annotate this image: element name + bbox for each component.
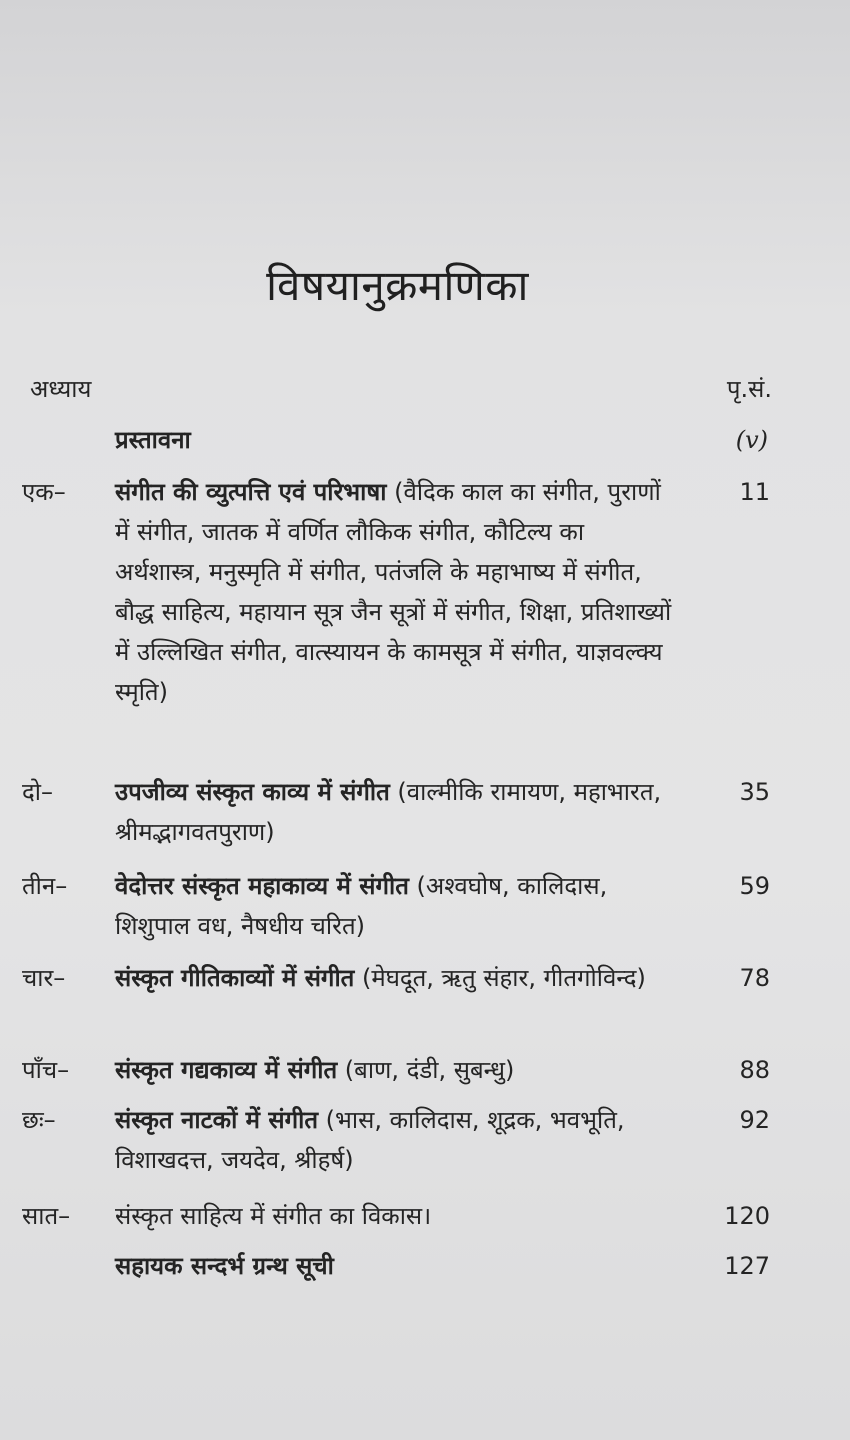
entry-detail: (वाल्मीकि रामायण, महाभारत, श्रीमद्भागवतपुराण) <box>115 778 662 846</box>
page-number: 127 <box>724 1252 770 1280</box>
entry-detail: संस्कृत साहित्य में संगीत का विकास। <box>115 1202 432 1230</box>
entry-detail: (भास, कालिदास, शूद्रक, भवभूति, विशाखदत्त, जयदेव, श्रीहर्ष) <box>115 1106 625 1174</box>
chapter-number: चार– <box>22 964 66 992</box>
page-number: 59 <box>739 872 770 900</box>
entry-text <box>115 472 675 712</box>
entry-text <box>115 1246 675 1286</box>
entry-text <box>115 420 675 460</box>
page-number: 11 <box>739 478 770 506</box>
page-number: 35 <box>739 778 770 806</box>
entry-heading: उपजीव्य संस्कृत काव्य में संगीत <box>115 778 390 806</box>
entry-text <box>115 772 675 852</box>
entry-heading: संस्कृत नाटकों में संगीत <box>115 1106 319 1134</box>
entry-heading: प्रस्तावना <box>115 426 191 454</box>
entry-detail: (मेघदूत, ऋतु संहार, गीतगोविन्द) <box>354 964 646 992</box>
entry-detail: (बाण, दंडी, सुबन्धु) <box>337 1056 515 1084</box>
entry-heading: संस्कृत गीतिकाव्यों में संगीत <box>115 964 355 992</box>
page-column-header: पृ.सं. <box>726 375 772 403</box>
entry-heading: संस्कृत गद्यकाव्य में संगीत <box>115 1056 338 1084</box>
entry-heading: सहायक सन्दर्भ ग्रन्थ सूची <box>115 1252 334 1280</box>
chapter-column-header: अध्याय <box>30 375 92 403</box>
entry-text <box>115 866 675 946</box>
chapter-number: छः– <box>22 1106 56 1134</box>
entry-text <box>115 1100 675 1180</box>
entry-text <box>115 958 675 998</box>
chapter-number: तीन– <box>22 872 68 900</box>
chapter-number: सात– <box>22 1202 71 1230</box>
entry-heading: संगीत की व्युत्पत्ति एवं परिभाषा <box>115 478 387 506</box>
page-number: (v) <box>735 426 768 454</box>
page-number: 120 <box>724 1202 770 1230</box>
entry-detail: (वैदिक काल का संगीत, पुराणों में संगीत, जातक में वर्णित लौकिक संगीत, कौटिल्य का अर्थशास्त्र, मनुस्मृति में संगीत, पतंजलि के महाभाष्य में संगीत, बौद्ध साहित्य, महायान सूत्र जैन सूत्रों में संगीत, शिक्षा, प्रतिशाख्यों में उल्लिखित संगीत, वात्स्यायन के कामसूत्र में संगीत, याज्ञवल्क्य स्मृति) <box>115 478 672 706</box>
entry-heading: वेदोत्तर संस्कृत महाकाव्य में संगीत <box>115 872 409 900</box>
entry-text <box>115 1196 675 1236</box>
page-title: विषयानुक्रमणिका <box>266 261 529 310</box>
chapter-number: पाँच– <box>22 1056 70 1084</box>
entry-detail: (अश्वघोष, कालिदास, शिशुपाल वध, नैषधीय चरित) <box>115 872 608 940</box>
page-number: 78 <box>739 964 770 992</box>
chapter-number: एक– <box>22 478 66 506</box>
chapter-number: दो– <box>22 778 53 806</box>
page-number: 88 <box>739 1056 770 1084</box>
page-number: 92 <box>739 1106 770 1134</box>
entry-text <box>115 1050 675 1090</box>
